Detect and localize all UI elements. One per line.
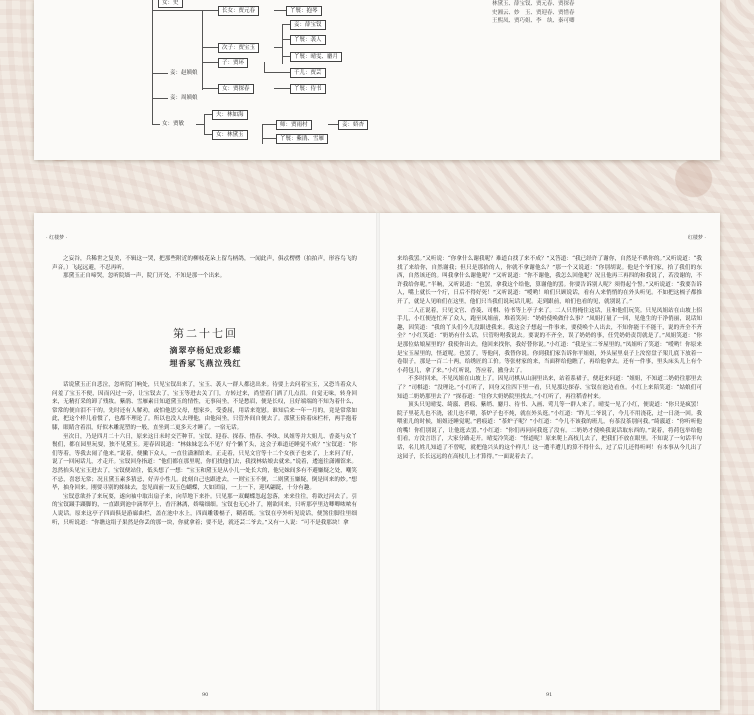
tree-node: 丫鬟：袭人 [290,35,326,45]
paragraph: 那黛玉正自啼哭，忽听院墙一声，院门开处，不知是那一个出来。 [63,273,226,280]
tree-node: 女：史 [158,0,183,8]
top-page-family-tree [34,0,720,160]
left-body-text [52,381,357,681]
right-body-text [397,255,702,683]
left-page-header: · 红楼梦 · [46,235,68,241]
paragraph: 之妄谷，兵稀世之复美，不辑这一哭，把那些附近的柳枝花朵上留鸟柄鸽，一闻此声，俱忒楞楞（拍拍声，形容鸟飞的声音。）飞起远避，不忍再听。 [52,256,357,271]
tree-node: 丫鬟：晴雯、麝月 [290,52,342,62]
book-gutter [376,213,380,710]
tree-node: 长女：贾元春 [218,6,259,16]
tree-node: 妾：薛宝钗 [290,20,326,30]
tree-node: 女：贾敏 [162,121,185,127]
tree-node: 丫鬟：抱琴 [286,6,322,16]
twelve-beauties-list [492,0,632,26]
names-line: 史湘云、妙 玉、贾迎春、贾惜春 [492,9,575,16]
names-line: 王熙凤、贾巧姐、李 纨、秦可卿 [492,18,575,24]
tree-node: 丫鬟：侍书 [290,84,326,94]
right-page-number: 91 [546,692,553,698]
names-line: 林黛玉、薛宝钗、贾元春、贾探春 [492,1,575,7]
paragraph: 宝钗意欲扑了来玩耍，遂向袖中取出扇子来，向草地下来扑。只见那一双蝴蝶忽起忽落，来来往往，将欲过河去了。引的宝钗蹑手蹑脚的，一直跟到池中滴翠亭上，香汗淋漓，娇喘细细。宝钗也无心扑了，刚欲回来，只听那亭里边唧唧哝哝有人说话。原来这亭子四面俱是游廊曲栏，盖在池中水上，四面雕镂槅子，糊着纸。宝钗在亭外听见说话，便煞住脚往里细听，只听说道：“你瞧这绢子果然是你丢的那一块，你就拿着；要不是，就还芸二爷去。”又有一人说：“可不是我那块！拿 [52,493,357,526]
tree-node: 女：贾探春 [218,84,254,94]
left-page-number: 90 [202,692,209,698]
tree-node: 丫鬟：紫鹃、雪雁 [276,134,328,144]
paragraph: 至次日，乃是四月二十六日，原来这日未时交芒种节。宝钗、迎春、探春、惜春、李纨、凤姐等并大姐儿、香菱与众丫鬟们，都在园里玩耍，独不见黛玉。迎春因说道：“林妹妹怎么不见？好个懒丫头，这会子难道还睡觉不成？”宝钗道：“你们等着，等我去闹了他来。”说着，便撇下众人，一直往潇湘馆来。正走着，只见文官等十二个女孩子也来了，上来问了好，说了一回闲话儿，才走开。宝钗回身指道：“他们都在那里呢，你们找他们去，我找林姑娘去就来。”说着，逶迤往潇湘馆来。忽然抬头见宝玉进去了，宝钗便站住，低头想了一想：“宝玉和黛玉是从小儿一处长大的，他兄妹间多有不避嫌疑之处，嘲笑不忌，喜怒无常；况且黛玉素多猜忌，好弄小性儿。此刻自己也跟进去，一则宝玉不便，二则黛玉嫌疑，倒是回来的妙。”想毕，抽身回来。刚要寻别的姊妹去，忽见面前一双玉色蝴蝶，大如团扇，一上一下，迎风翩跹，十分有趣。 [52,433,357,492]
tree-node: 千儿：贾芸 [290,68,326,78]
tree-node: 妾：娇杏 [338,120,368,130]
tree-node: 次子：贾宝玉 [218,43,259,53]
chapter-title-line-1: 滴翠亭杨妃戏彩蝶 [169,345,242,355]
tree-node: 妾：周姨娘 [170,95,198,101]
book-spread [34,213,720,710]
paragraph: 话说黛玉正自悲泣，忽听院门响处，只见宝钗出来了，宝玉、袭人一群人都送出来。待要上去问着宝玉，又恐当着众人问羞了宝玉不便，因而闪过一旁，让宝钗去了，宝玉等进去关了门，方转过来，尚望着门洒了几点泪。自觉无味，转身回来，无精打采的卸了残妆。紫鹃、雪雁素日知道黛玉的情性，无事闷坐，不是愁眉，便是长叹，且好端端的不知为着什么，常常的便自泪不干的。先时还有人解劝，或怕他思父母，想家乡，受委屈，用话来宽慰。谁知后来一年一月的，竟是常常如此，把这个样儿看惯了，也都不理论了。所以也没人去理他，由他闷坐，只管外间自便去了。那黛玉倚着床栏杆，两手抱着膝，眼睛含着泪，好似木雕泥塑的一般，直坐到二更多天才睡了。一宿无话。 [52,382,357,431]
left-intro-text [52,255,357,303]
tree-node: 师：贾雨村 [276,120,312,130]
tree-node: 妾：赵姨娘 [170,70,198,76]
paragraph: 来给我罢。”又听说：“你拿什么谢我呢？难道白找了来不成？”又答道：“我已经许了谢你，自然是不哄你的。”又听说道：“我找了来给你，自然谢我；但只是那拾的人，你就不拿谢他么？”那一个又说道：“你别胡说。他是个爷们家，拾了我们的东西，自然该还的。叫我拿什么谢他呢？”又听说道：“你不谢他，我怎么回他呢？况且他再三再四的和我说了，若没谢的，不许我给你呢。”半晌，又听说道：“也罢，拿我这个给他，算谢他的罢。你要告诉别人呢？须得起个誓。”又听说道：“我要告诉人，嘴上就长一个疔，日后不得好死！”又听说道：“嗳哟！咱们只顾说话，看有人来悄悄的在外头听见。不如把这槅子都推开了，就是人见咱们在这里，他们只当我们说玩话儿呢。走到跟前，咱们也看的见，就别说了。” [397,256,702,305]
paragraph: 二人正说着，只见文官、香菱、司棋、待书等上亭子来了。二人只得掩住这话，且和他们玩笑。只见凤姐站在山坡上招手儿，小红便连忙弃了众人，跑至凤姐前，堆着笑问：“奶奶使唤做什么事？”凤姐打量了一回，见他生的干净俏丽，说话知趣，因笑道：“我的丫头们今儿没跟进我来。我这会子想起一件事来，要使唤个人出去，不知你能干不能干，说的齐全不齐全？”小红笑道：“奶奶有什么话，只管吩咐我说去。要说的不齐全，误了奶奶的事，任凭奶奶责罚就是了。”凤姐笑道：“你是那位姑娘屋里的？我使你出去，他回来找你，我好替你说。”小红道：“我是宝二爷屋里的。”凤姐听了笑道：“嗳哟！你原来是宝玉屋里的，怪道呢。也罢了，等他问，我替你说。你到我们家告诉你平姐姐，外头屋里桌子上汝窑盘子架儿底下放着一卷银子，那是一百二十两，给绣匠的工价。等张材家的来，当面秤给他瞧了，再给他拿去。还有一件事，里头床头儿上有个小荷包儿，拿了来。”小红听说，答应着，撤身去了。 [397,307,702,374]
family-tree-diagram [124,0,424,145]
right-page-header: 红楼梦 · [687,235,706,241]
chapter-title-line-2: 埋香冢飞燕泣残红 [169,358,242,368]
tree-node: 夫：林如海 [212,110,248,120]
tree-node: 子：贾环 [218,58,248,68]
paragraph: 不多时回来，不见凤姐在山坡上了。因见司棋从山洞里出来，站着系裙子，便赶来问道：“姐姐，不知道二奶奶往那里去了？”司棋道：“没理论。”小红听了，回身又往四下里一看，只见那边探春、宝钗在池边看鱼。小红上来陪笑道：“姑娘们可知道二奶奶那里去了？”探春道：“往你大奶奶院里找去。”小红听了，再往稻香村来。 [397,376,702,400]
paragraph: 顶头只见晴雯、绮霰、碧痕、紫绡、麝月、待书、入画、莺儿等一群人来了。晴雯一见了小红，便说道：“你只是疯罢！院子里花儿也不浇，雀儿也不喂，茶炉子也不炖，就在外头逛。”小红道：“昨儿二爷说了，今儿不用浇花，过一日浇一回。我喂雀儿的时候，姐姐还睡觉呢。”碧痕道：“茶炉子呢？”小红道：“今儿不该我的班儿，有茶没茶别问我。”绮霰道：“你听听他的嘴！你们别说了，让他逛去罢。”小红道：“你们再问问我逛了没有。二奶奶才使唤我说话取东西的。”说着，将荷包举给他们看，方没言语了，大家分路走开。晴雯冷笑道：“怪道呢！原来爬上高枝儿去了，把我们不放在眼里。不知说了一句话半句话，名儿姓儿知道了不曾呢，就把他兴头的这个样儿！这一遭半遭儿的算不得什么，过了后儿还得听呵！有本事从今儿出了这园子，长长远远的在高枝儿上才算得。”一面说着去了。 [397,402,702,460]
chapter-number: 第二十七回 [173,327,238,340]
tree-node: 女：林黛玉 [212,130,248,140]
